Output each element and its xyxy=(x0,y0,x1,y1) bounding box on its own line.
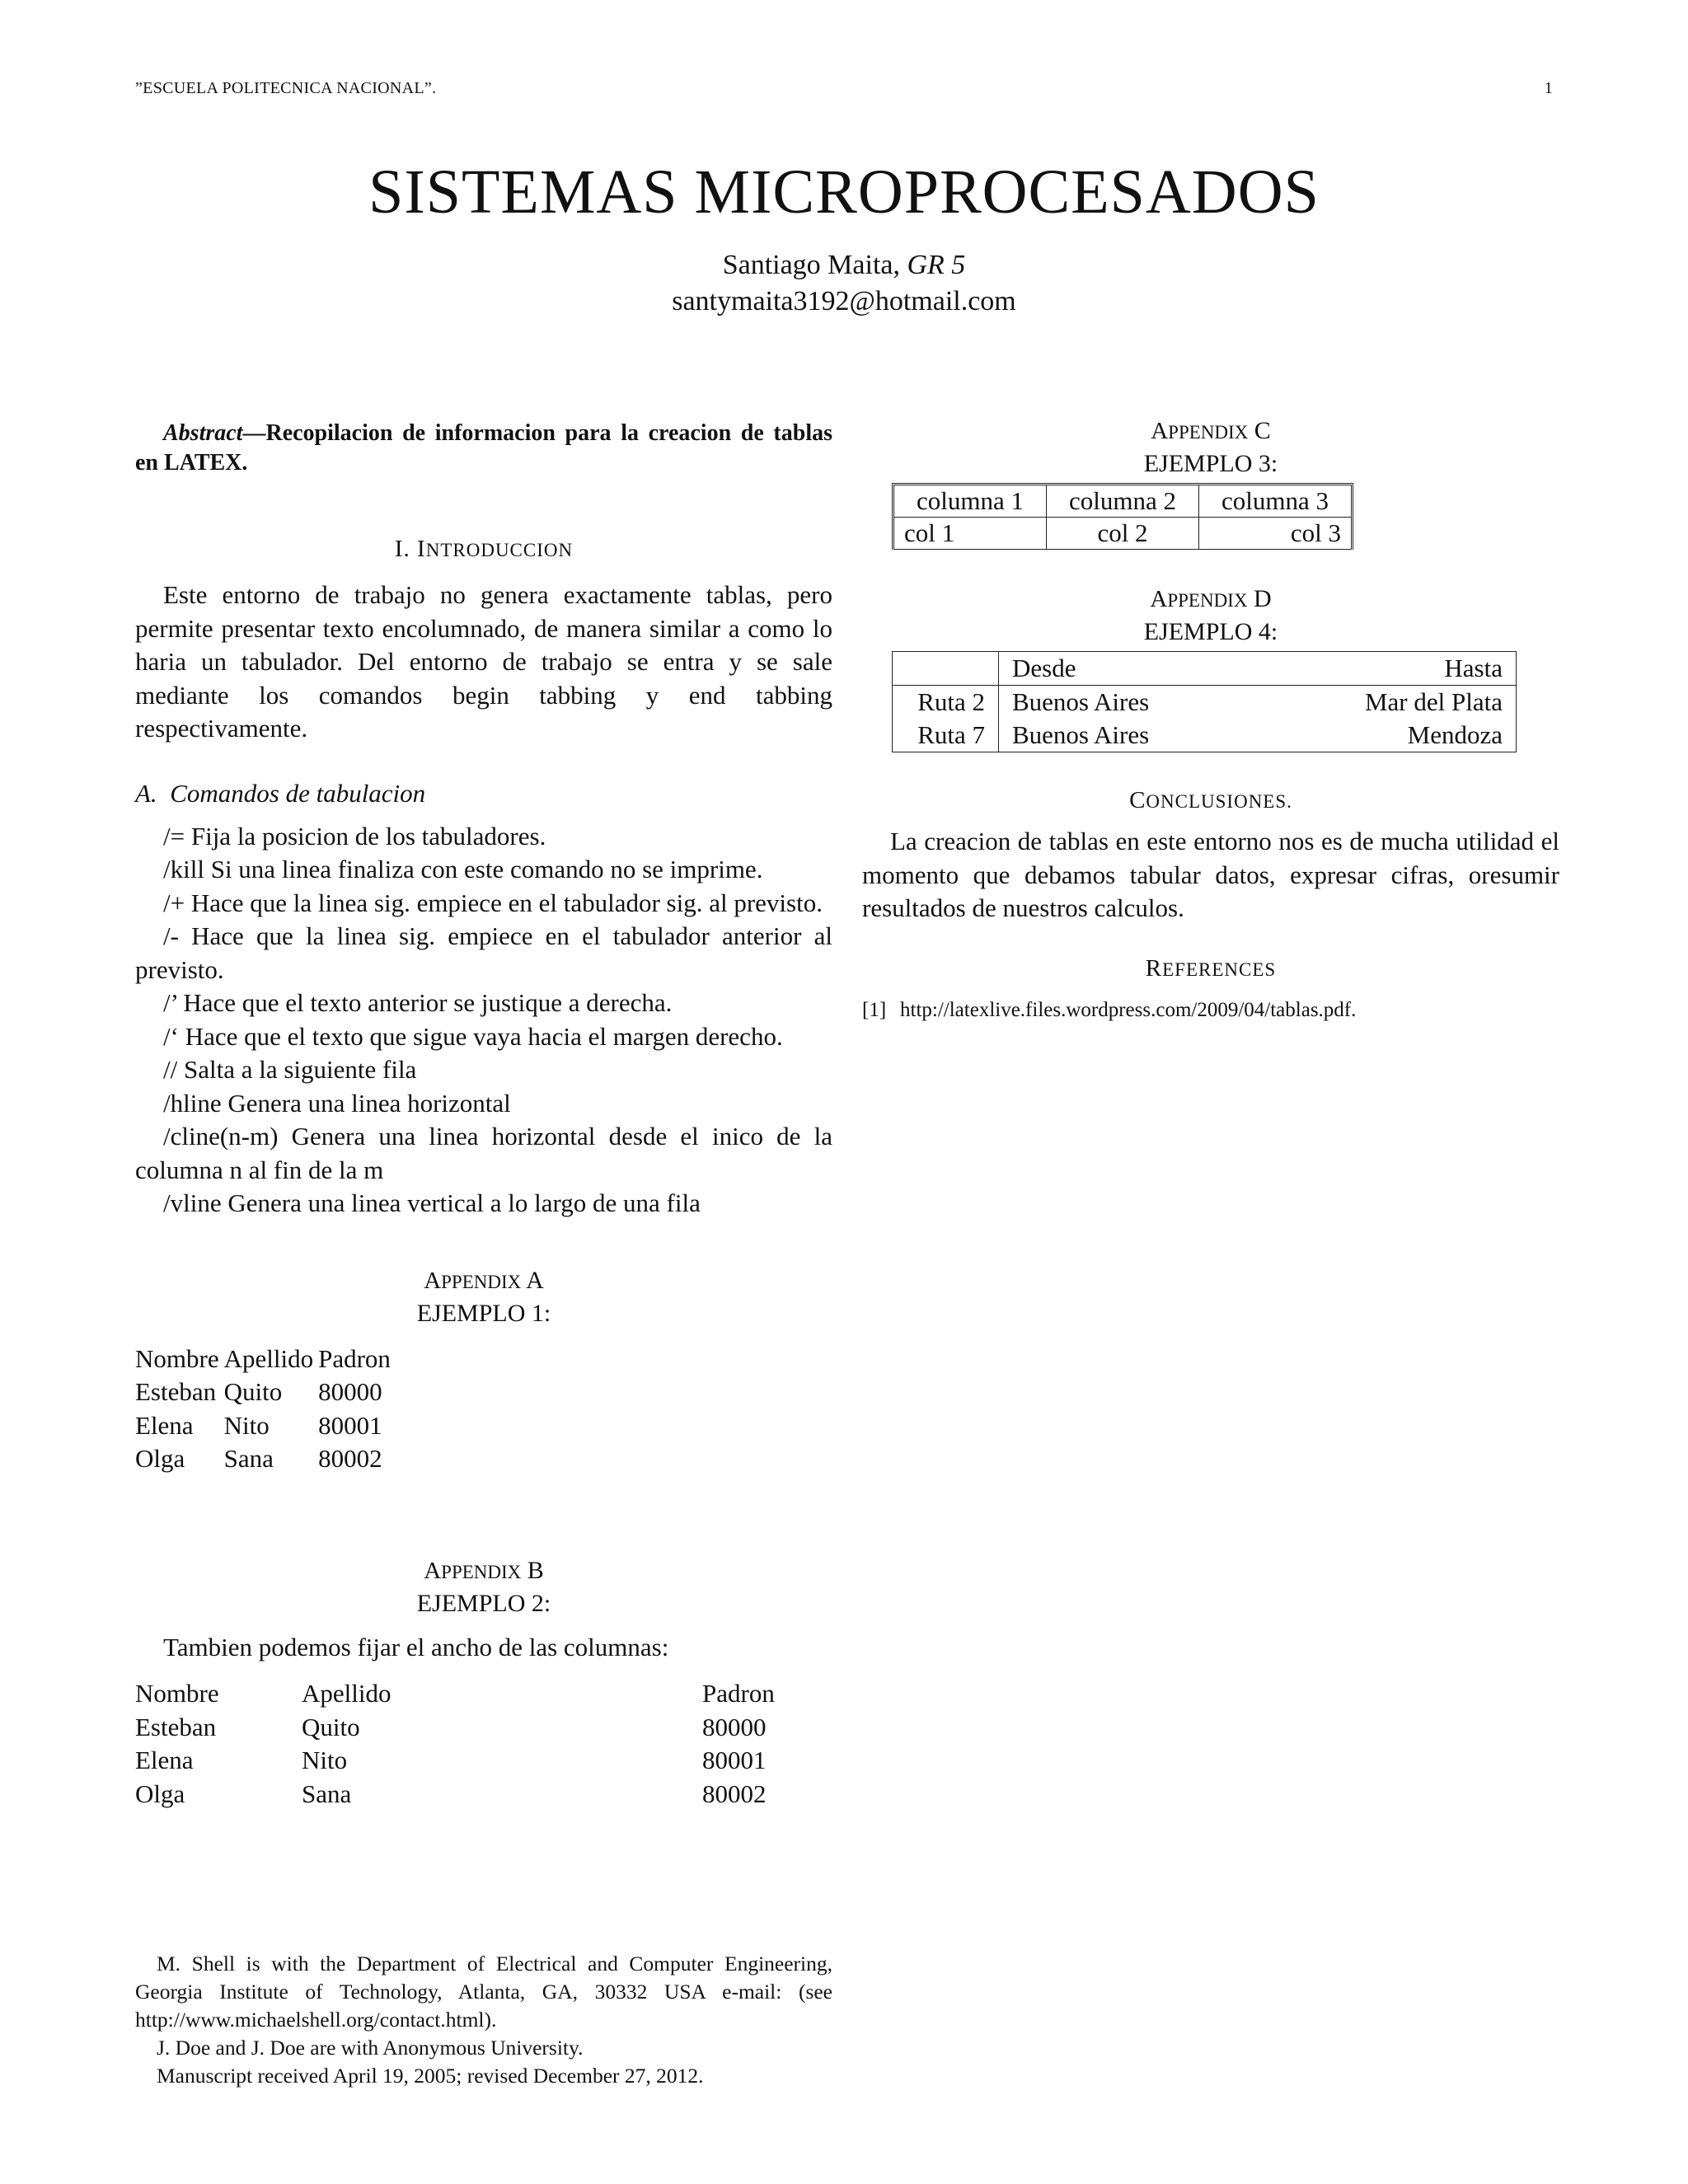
table-row: col 1 col 2 col 3 xyxy=(894,518,1351,550)
author-group: GR 5 xyxy=(907,250,966,280)
command-item: /+ Hace que la linea sig. empiece en el tabulador sig. al previsto. xyxy=(163,888,823,917)
reference-number: [1] xyxy=(862,998,887,1021)
table-row: Esteban Quito 80000 xyxy=(135,1377,382,1406)
reference-text[interactable]: http://latexlive.files.wordpress.com/2009/04/tablas.pdf. xyxy=(900,998,1357,1021)
command-item: /= Fija la posicion de los tabuladores. xyxy=(163,821,546,851)
author-block xyxy=(0,247,1688,320)
running-title: ”ESCUELA POLITECNICA NACIONAL”. xyxy=(135,79,437,97)
intro-paragraph: Este entorno de trabajo no genera exactamente tablas, pero permite presentar texto encolumnado, de manera similar a como lo haria un tabulador. Del entorno de trabajo se entra y se sale mediante los comandos begin tabbing y end tabbing respectivamente. xyxy=(135,580,832,743)
table-row: Ruta 7 Buenos Aires Mendoza xyxy=(893,719,1517,752)
conclusions-paragraph: La creacion de tablas en este entorno nos es de mucha utilidad el momento que debamos tabular datos, expresar cifras, oresumir resultados de nuestros calculos. xyxy=(862,827,1559,922)
section-heading-references: REFERENCES xyxy=(1145,954,1277,982)
table-row: Olga Sana 80002 xyxy=(135,1779,767,1808)
appendix-b-title: EJEMPLO 2: xyxy=(416,1589,551,1617)
paper-title: SISTEMAS MICROPROCESADOS xyxy=(368,157,1320,227)
tabular-table-4 xyxy=(892,651,1517,752)
table-row: Esteban Quito 80000 xyxy=(135,1712,767,1741)
appendix-b-heading: APPENDIX B EJEMPLO 2: xyxy=(135,1555,832,1619)
table-row: Elena Nito 80001 xyxy=(135,1410,382,1440)
command-item: /hline Genera una linea horizontal xyxy=(163,1088,511,1118)
command-list xyxy=(135,820,832,1221)
footnotes xyxy=(135,1950,832,2090)
page-number: 1 xyxy=(1544,79,1553,97)
command-item: /’ Hace que el texto anterior se justique a derecha. xyxy=(163,988,673,1017)
command-item: // Salta a la siguiente fila xyxy=(163,1055,417,1084)
appendix-c-title: EJEMPLO 3: xyxy=(1143,450,1278,477)
table-row: Nombre Apellido Padron xyxy=(135,1343,391,1373)
tabbing-table-1 xyxy=(135,1343,396,1476)
tabbing-table-2 xyxy=(135,1677,811,1811)
table-row: Elena Nito 80001 xyxy=(135,1746,767,1774)
table-row: Ruta 2 Buenos Aires Mar del Plata xyxy=(893,686,1517,719)
table-row: Olga Sana 80002 xyxy=(135,1444,382,1473)
reference-item xyxy=(862,996,1559,1024)
subsection-label: A. xyxy=(135,778,157,808)
footnote: Manuscript received April 19, 2005; revised December 27, 2012. xyxy=(157,2064,704,2088)
author-email: santymaita3192@hotmail.com xyxy=(672,286,1016,316)
table-row: columna 1 columna 2 columna 3 xyxy=(894,485,1351,518)
footnote: M. Shell is with the Department of Electrical and Computer Engineering, Georgia Institute of Technology, Atlanta, GA, 30332 USA e-mail: (see http://www.michaelshell.org/contact.html). xyxy=(135,1952,832,2032)
appendix-d-title: EJEMPLO 4: xyxy=(1143,618,1278,645)
table-row: Desde Hasta xyxy=(893,652,1517,686)
table-row: Nombre Apellido Padron xyxy=(135,1679,775,1708)
appendix-d-heading: APPENDIX D EJEMPLO 4: xyxy=(862,583,1559,648)
left-column xyxy=(135,412,832,1811)
abstract-dash: — xyxy=(242,420,266,446)
tabular-table-3 xyxy=(892,483,1353,550)
subsection-title: Comandos de tabulacion xyxy=(170,778,426,808)
appendix-a-title: EJEMPLO 1: xyxy=(416,1299,551,1327)
abstract-label: Abstract xyxy=(163,420,243,446)
command-item: /‘ Hace que el texto que sigue vaya hacia el margen derecho. xyxy=(163,1021,783,1051)
appendix-b-intro: Tambien podemos fijar el ancho de las columnas: xyxy=(163,1632,669,1661)
subsection-heading xyxy=(135,777,832,810)
footnote: J. Doe and J. Doe are with Anonymous University. xyxy=(157,2036,584,2060)
appendix-c-heading: APPENDIX C EJEMPLO 3: xyxy=(862,415,1559,480)
abstract xyxy=(135,419,832,478)
section-heading-conclusiones: CONCLUSIONES. xyxy=(1129,787,1292,813)
section-heading-introduccion: I. INTRODUCCION xyxy=(394,536,574,562)
author-name: Santiago Maita, xyxy=(722,250,900,280)
right-column xyxy=(862,412,1559,1024)
command-item: /- Hace que la linea sig. empiece en el tabulador anterior al previsto. xyxy=(135,921,832,984)
command-item: /kill Si una linea finaliza con este comando no se imprime. xyxy=(163,855,763,883)
abstract-text: Recopilacion de informacion para la creacion de tablas en LATEX. xyxy=(135,420,832,476)
appendix-a-heading: APPENDIX A EJEMPLO 1: xyxy=(135,1265,832,1329)
command-item: /vline Genera una linea vertical a lo largo de una fila xyxy=(163,1188,701,1217)
command-item: /cline(n-m) Genera una linea horizontal desde el inico de la columna n al fin de la m xyxy=(135,1122,832,1184)
